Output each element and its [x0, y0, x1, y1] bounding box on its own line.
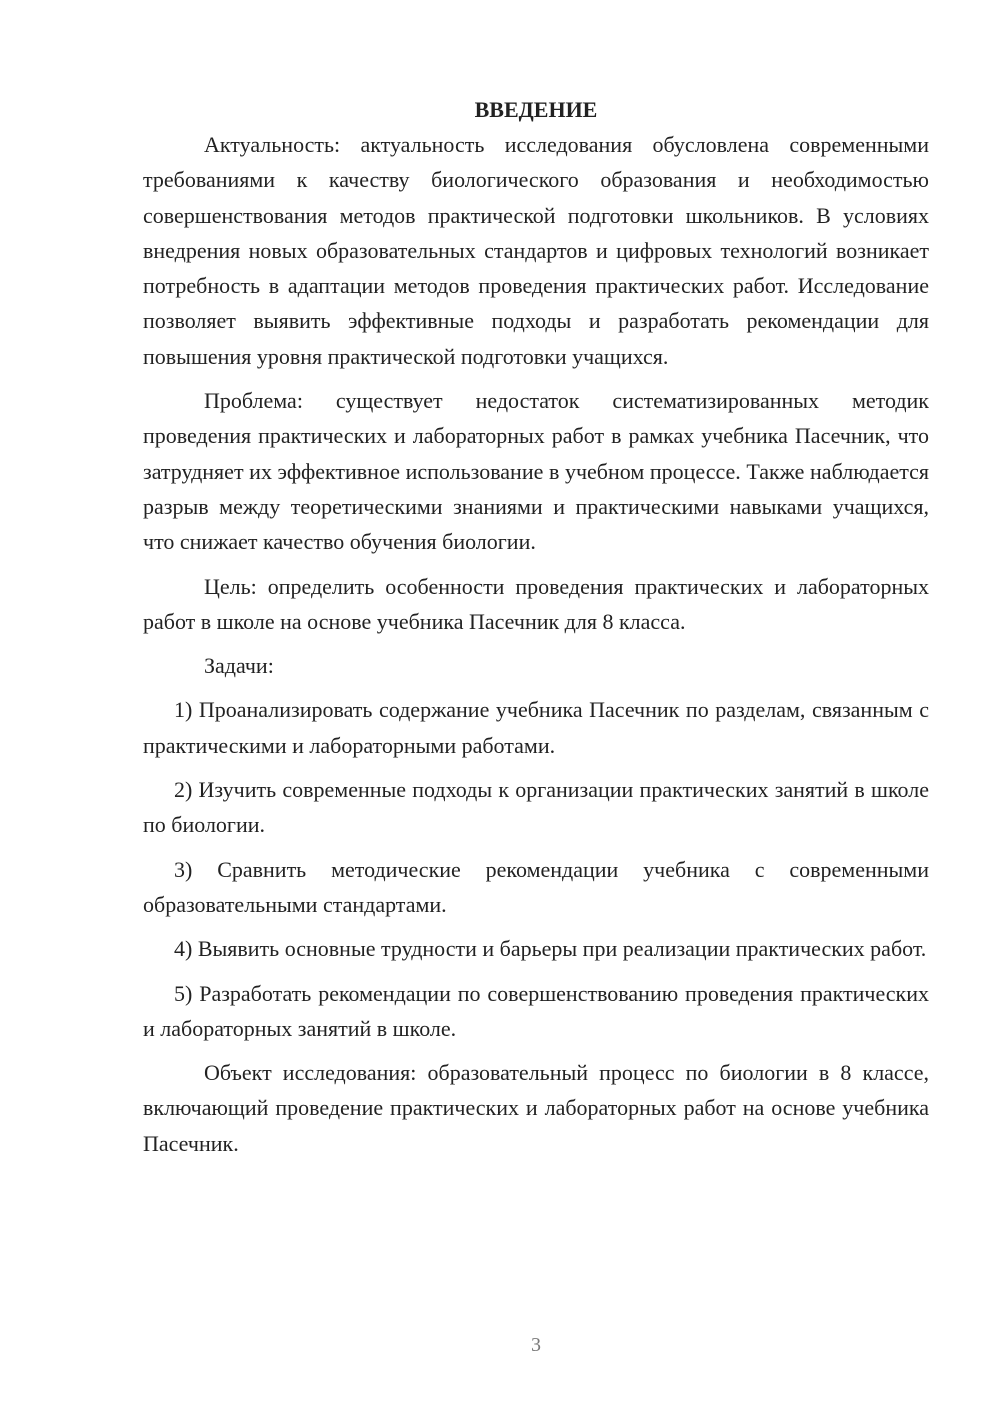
- task-item-3: 3) Сравнить методические рекомендации учебника с современными образовательными стандартами.: [143, 856, 929, 917]
- task-item-1: 1) Проанализировать содержание учебника Пасечник по разделам, связанным с практическими и лабораторными работами.: [143, 697, 929, 758]
- problem-paragraph: Проблема: существует недостаток систематизированных методик проведения практических и лабораторных работ в рамках учебника Пасечник, что затрудняет их эффективное использование в учебном процессе. Также наблюдается разрыв между теоретическими знаниями и практическими навыками учащихся, что снижает качество обучения биологии.: [143, 388, 929, 555]
- goal-paragraph: Цель: определить особенности проведения практических и лабораторных работ в школе на основе учебника Пасечник для 8 класса.: [143, 573, 929, 634]
- tasks-label: Задачи:: [204, 653, 274, 679]
- task-item-4: 4) Выявить основные трудности и барьеры при реализации практических работ.: [174, 936, 927, 962]
- page-number: 3: [531, 1334, 541, 1356]
- relevance-paragraph: Актуальность: актуальность исследования обусловлена современными требованиями к качеству биологического образования и необходимостью совершенствования методов практической подготовки школьников. В условиях внедрения новых образовательных стандартов и цифровых технологий возникает потребность в адаптации методов проведения практических работ. Исследование позволяет выявить эффективные подходы и разработать рекомендации для повышения уровня практической подготовки учащихся.: [143, 132, 929, 369]
- object-paragraph: Объект исследования: образовательный процесс по биологии в 8 классе, включающий проведение практических и лабораторных работ на основе учебника Пасечник.: [143, 1060, 929, 1156]
- task-item-5: 5) Разработать рекомендации по совершенствованию проведения практических и лабораторных занятий в школе.: [143, 980, 929, 1041]
- section-heading: ВВЕДЕНИЕ: [474, 97, 598, 122]
- task-item-2: 2) Изучить современные подходы к организации практических занятий в школе по биологии.: [143, 777, 929, 838]
- document-page: [143, 92, 929, 1161]
